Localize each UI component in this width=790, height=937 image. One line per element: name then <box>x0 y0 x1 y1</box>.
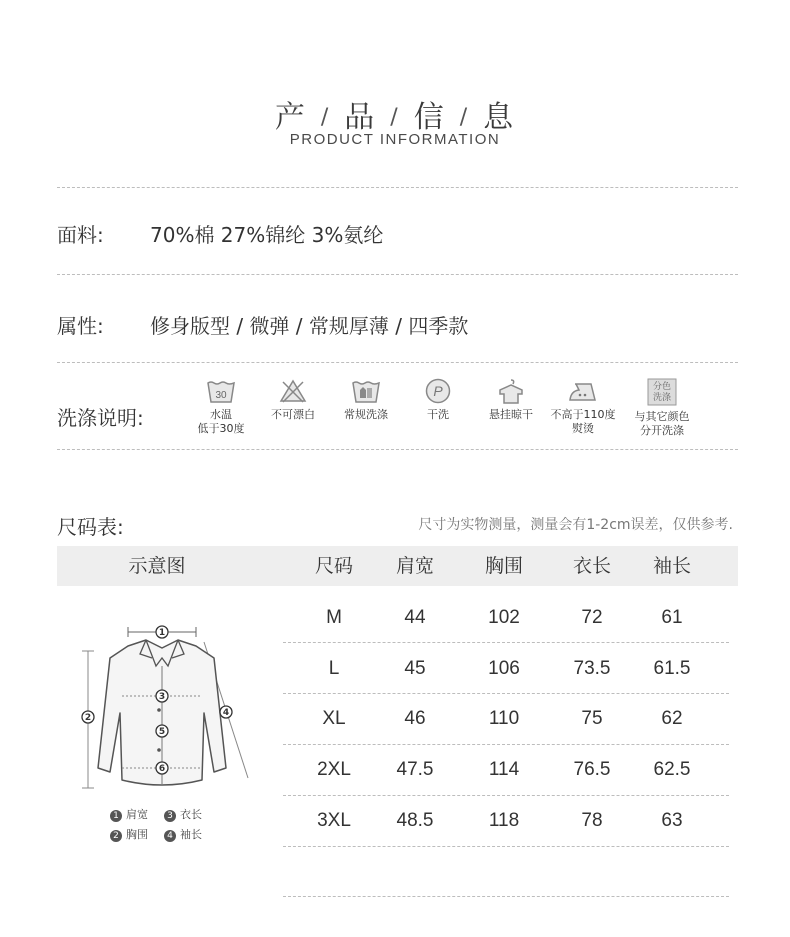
chest-cell: 118 <box>488 810 520 831</box>
diagram-marker: 1 <box>158 628 166 638</box>
wash-label: 洗涤说明: <box>57 406 144 430</box>
size-cell: M <box>326 607 342 628</box>
page-subtitle: PRODUCT INFORMATION <box>289 131 501 148</box>
shirt-measurement-diagram <box>76 618 266 796</box>
diagram-marker: 2 <box>84 713 92 723</box>
chest-cell: 106 <box>488 658 520 679</box>
wash-item <box>181 378 261 436</box>
chest-cell: 114 <box>488 759 520 780</box>
title-char: 息 <box>483 100 516 135</box>
sleeve-cell: 61 <box>661 607 683 628</box>
title-char: 品 <box>344 100 377 135</box>
wash-item-text: 水温 <box>210 408 232 421</box>
divider <box>57 362 738 363</box>
iron-icon <box>567 378 599 404</box>
wash-item-text: 与其它颜色 <box>634 410 690 423</box>
diagram-marker: 4 <box>222 708 230 718</box>
separate-wash-icon <box>647 378 677 406</box>
wash-item-text: 不可漂白 <box>271 408 315 421</box>
row-divider <box>283 693 729 694</box>
wash-30-icon <box>206 378 236 404</box>
fabric-label: 面料: <box>57 223 104 247</box>
length-cell: 73.5 <box>573 658 611 679</box>
attributes-value: 修身版型 / 微弹 / 常规厚薄 / 四季款 <box>150 314 469 338</box>
size-cell: XL <box>322 708 346 729</box>
fabric-value: 70%棉 27%锦纶 3%氨纶 <box>150 223 384 247</box>
legend-text: 袖长 <box>180 828 202 841</box>
size-note: 尺寸为实物测量，测量会有1-2cm误差，仅供参考. <box>418 517 733 533</box>
legend-text: 衣长 <box>180 808 202 821</box>
title-separator: / <box>459 105 470 130</box>
wash-item <box>471 378 551 422</box>
diagram-marker: 6 <box>158 764 166 774</box>
size-cell: L <box>328 658 340 679</box>
diagram-marker: 3 <box>158 692 166 702</box>
wash-item <box>253 378 333 422</box>
separate-wash-text: 洗涤 <box>652 393 672 403</box>
diagram-marker: 5 <box>158 727 166 737</box>
no-bleach-icon <box>278 378 308 404</box>
size-table-label: 尺码表: <box>57 515 124 539</box>
divider <box>57 187 738 188</box>
wash-temp-text: 30 <box>215 390 227 401</box>
legend-number: 4 <box>164 830 176 842</box>
title-char: 信 <box>413 100 446 135</box>
wash-item <box>326 378 406 422</box>
wash-item-text: 熨烫 <box>572 422 594 435</box>
chest-cell: 110 <box>488 708 520 729</box>
dry-clean-text: P <box>433 383 443 399</box>
wash-item <box>543 378 623 436</box>
divider <box>57 274 738 275</box>
sleeve-cell: 62.5 <box>653 759 691 780</box>
wash-item <box>398 378 478 422</box>
column-header: 袖长 <box>652 555 691 577</box>
shoulder-cell: 45 <box>404 658 426 679</box>
legend-item <box>110 806 148 822</box>
separate-wash-text: 分色 <box>652 382 672 392</box>
dry-clean-icon <box>423 378 453 404</box>
wash-item-text: 低于30度 <box>197 422 245 435</box>
column-header: 胸围 <box>484 555 523 577</box>
sleeve-cell: 61.5 <box>653 658 691 679</box>
legend-number: 3 <box>164 810 176 822</box>
diagram-header: 示意图 <box>128 555 186 577</box>
attributes-label: 属性: <box>57 314 104 338</box>
legend-item <box>164 826 202 842</box>
shoulder-cell: 48.5 <box>396 810 434 831</box>
wash-item <box>622 378 702 438</box>
length-cell: 75 <box>581 708 603 729</box>
row-divider <box>283 846 729 847</box>
shoulder-cell: 44 <box>404 607 426 628</box>
wash-item-text: 常规洗涤 <box>344 408 388 421</box>
row-divider <box>283 744 729 745</box>
title-char: 产 <box>274 100 307 135</box>
normal-wash-icon <box>351 378 381 404</box>
wash-item-text: 分开洗涤 <box>640 424 684 437</box>
column-header: 尺码 <box>314 555 353 577</box>
hang-dry-icon <box>496 378 526 404</box>
legend-number: 1 <box>110 810 122 822</box>
shoulder-cell: 47.5 <box>396 759 434 780</box>
wash-item-text: 干洗 <box>427 408 449 421</box>
sleeve-cell: 63 <box>661 810 683 831</box>
chest-cell: 102 <box>488 607 520 628</box>
column-header: 肩宽 <box>395 555 434 577</box>
title-separator: / <box>320 105 331 130</box>
legend-text: 胸围 <box>126 828 148 841</box>
size-table-header <box>57 546 738 586</box>
column-header: 衣长 <box>572 555 611 577</box>
size-cell: 3XL <box>317 810 351 831</box>
sleeve-cell: 62 <box>661 708 683 729</box>
row-divider <box>283 642 729 643</box>
title-separator: / <box>390 105 400 130</box>
wash-item-text: 不高于110度 <box>550 408 616 421</box>
wash-item-text: 悬挂晾干 <box>489 408 533 421</box>
divider <box>57 449 738 450</box>
row-divider <box>283 896 729 897</box>
length-cell: 72 <box>581 607 603 628</box>
length-cell: 76.5 <box>573 759 611 780</box>
length-cell: 78 <box>581 810 603 831</box>
legend-item <box>110 826 148 842</box>
legend-text: 肩宽 <box>126 808 148 821</box>
legend-number: 2 <box>110 830 122 842</box>
shoulder-cell: 46 <box>404 708 426 729</box>
row-divider <box>283 795 729 796</box>
page-title <box>0 92 790 136</box>
legend-item <box>164 806 202 822</box>
size-cell: 2XL <box>317 759 351 780</box>
